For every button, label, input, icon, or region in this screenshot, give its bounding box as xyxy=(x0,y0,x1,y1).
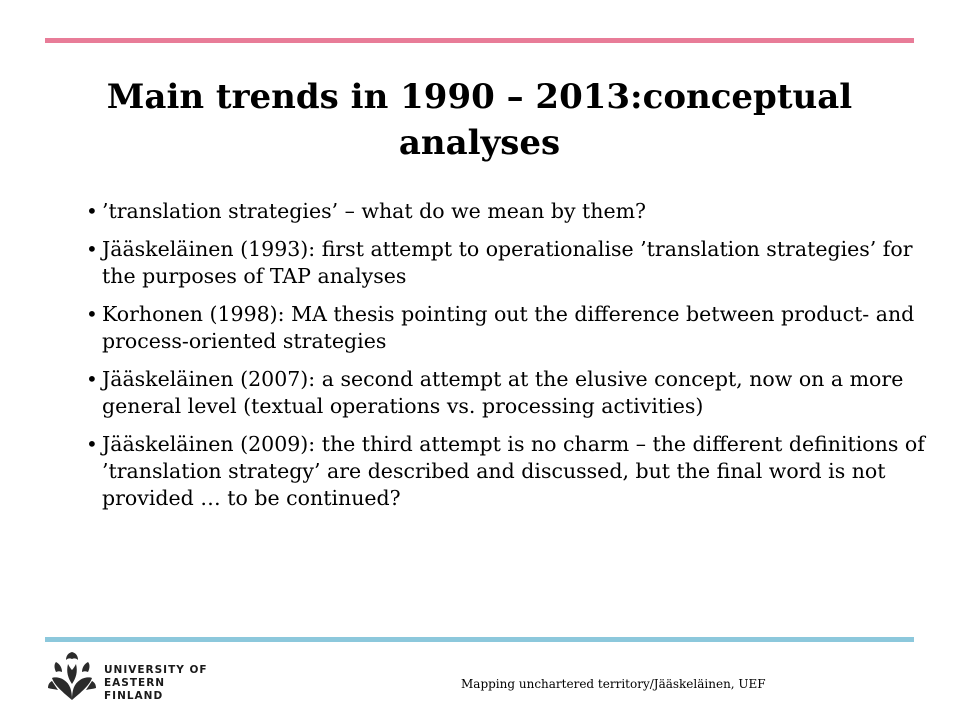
bullet-text: Korhonen (1998): MA thesis pointing out the difference between product- and process-oriented strategies xyxy=(102,302,915,353)
bullet-text: Jääskeläinen (2009): the third attempt is no charm – the different definitions of ’translation strategy’ are described and discussed, but the final word is not provided … to be continued? xyxy=(102,432,925,510)
uef-leaf-logo-icon xyxy=(46,650,98,702)
bullet-text: Jääskeläinen (1993): first attempt to operationalise ’translation strategies’ for the purposes of TAP analyses xyxy=(102,237,913,288)
bullet-text: Jääskeläinen (2007): a second attempt at the elusive concept, now on a more general level (textual operations vs. processing activities) xyxy=(102,367,904,418)
slide-title: Main trends in 1990 – 2013:conceptual analyses xyxy=(106,77,853,163)
logo-wordmark xyxy=(104,664,216,703)
bullet-dot-icon: • xyxy=(86,432,98,456)
footer-caption: Mapping unchartered territory/Jääskeläinen, UEF xyxy=(461,677,766,691)
bullet-dot-icon: • xyxy=(86,199,98,223)
bottom-divider xyxy=(45,637,914,642)
bullet-item xyxy=(86,198,926,225)
bullet-item xyxy=(86,301,926,355)
bullet-dot-icon: • xyxy=(86,237,98,261)
bullet-dot-icon: • xyxy=(86,302,98,326)
bullet-item xyxy=(86,431,926,512)
university-logo xyxy=(46,650,216,704)
bullet-list xyxy=(86,198,926,523)
bullet-item xyxy=(86,236,926,290)
logo-line-1: UNIVERSITY OF xyxy=(104,664,208,676)
logo-line-2: EASTERN FINLAND xyxy=(104,677,166,702)
top-divider xyxy=(45,38,914,43)
bullet-text: ’translation strategies’ – what do we mean by them? xyxy=(102,199,647,223)
bullet-item xyxy=(86,366,926,420)
bullet-dot-icon: • xyxy=(86,367,98,391)
